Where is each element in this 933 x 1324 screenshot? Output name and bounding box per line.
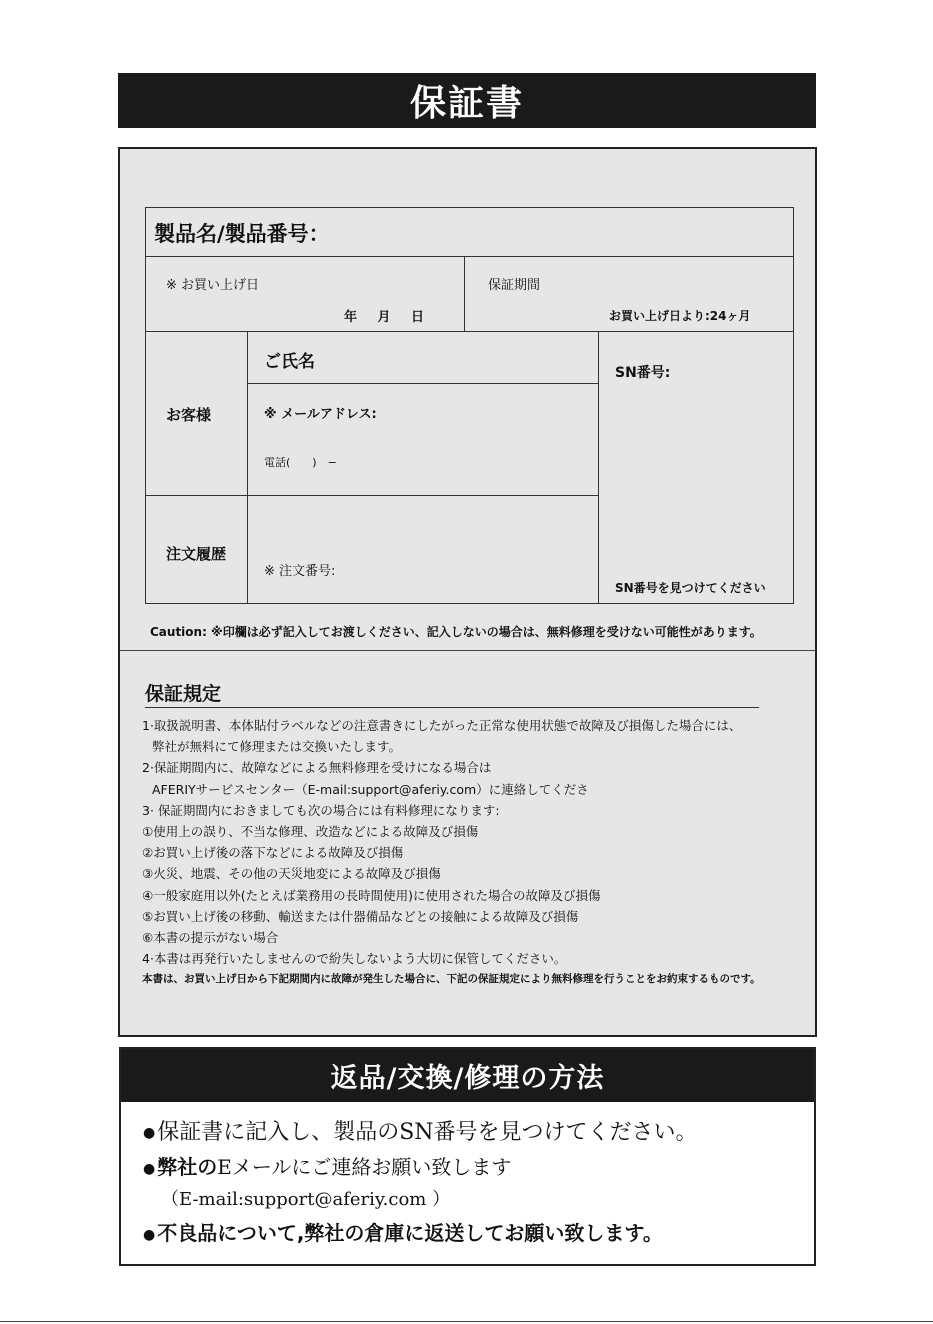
order-history-label: 注文履歴 — [166, 545, 227, 563]
bullet-icon: ● — [143, 1125, 156, 1141]
return-step-2 — [143, 1151, 511, 1180]
product-name-label: 製品名/製品番号： — [154, 222, 330, 246]
return-step-1-text: 保証書に記入し、製品のSN番号を見つけてください。 — [157, 1120, 698, 1145]
rule-item: 3· 保証期間内におきましても次の場合には有料修理になります: — [142, 802, 500, 818]
warranty-rules-title: 保証規定 — [145, 683, 222, 705]
customer-label: お客様 — [166, 406, 212, 424]
rules-title-underline — [145, 707, 759, 708]
support-email: （E-mail:support@aferiy.com ） — [161, 1189, 451, 1210]
return-step-3 — [143, 1217, 663, 1246]
divider-line — [247, 331, 248, 604]
section-divider — [120, 650, 815, 651]
rule-item: ④一般家庭用以外(たとえば業務用の長時間使用)に使用された場合の故障及び損傷 — [142, 887, 601, 903]
return-step-1 — [143, 1115, 698, 1146]
return-step-3-text: 不良品について,弊社の倉庫に返送してお願い致します。 — [157, 1221, 663, 1245]
order-number-label: ※ 注文番号: — [264, 564, 336, 579]
rule-item: ⑥本書の提示がない場合 — [142, 930, 279, 946]
sn-find-hint: SN番号を見つけてください — [615, 581, 766, 595]
rule-item: 4·本書は再発行いたしませんので紛失しないよう大切に保管してください。 — [142, 951, 567, 967]
warranty-panel — [118, 147, 817, 1037]
rule-item: ②お買い上げ後の落下などによる故障及び損傷 — [142, 845, 404, 861]
warranty-rules-list — [142, 715, 802, 991]
phone-field-label: 電話( ) − — [264, 456, 337, 469]
divider-line — [146, 331, 793, 332]
page-title: 保証書 — [118, 73, 816, 128]
name-field-label: ご氏名 — [264, 352, 315, 372]
caution-note: Caution: ※印欄は必ず記入してお渡しください、記入しないの場合は、無料修理を受けない可能性があります。 — [150, 625, 762, 639]
divider-line — [598, 331, 599, 604]
divider-line — [146, 495, 598, 496]
rule-item: ①使用上の誤り、不当な修理、改造などによる故障及び損傷 — [142, 824, 479, 840]
sn-number-label: SN番号: — [615, 365, 671, 381]
rule-item: 弊社が無料にて修理または交換いたします。 — [152, 739, 402, 755]
return-method-section — [119, 1047, 816, 1266]
divider-line — [146, 256, 793, 257]
rule-item: 2·保証期間内に、故障などによる無料修理を受けになる場合は — [142, 760, 492, 776]
page-bottom-rule — [0, 1321, 933, 1322]
divider-line — [247, 383, 598, 384]
return-step-2-text: Eメールにご連絡お願い致します — [217, 1155, 512, 1179]
rule-item: ⑤お買い上げ後の移動、輸送または什器備品などとの接触による故障及び損傷 — [142, 908, 579, 924]
bullet-icon: ● — [143, 1160, 156, 1177]
rule-item: AFERIYサービスセンター（E-mail:support@aferiy.com）に連絡してくださ — [152, 781, 589, 797]
rule-item: 1·取扱説明書、本体貼付ラベルなどの注意書きにしたがった正常な使用状態で故障及び損傷した場合には、 — [142, 718, 742, 733]
warranty-promise-statement: 本書は、お買い上げ日から下記期間内に故障が発生した場合に、下記の保証規定により無料修理を行うことをお約束するものです。 — [142, 973, 761, 986]
return-step-2-bold: 弊社の — [157, 1155, 218, 1179]
date-units: 年 月 日 — [344, 310, 425, 325]
warranty-period-label: 保証期間 — [488, 278, 541, 293]
return-method-title: 返品/交換/修理の方法 — [121, 1049, 814, 1102]
email-field-label: ※ メールアドレス: — [264, 407, 377, 422]
divider-line — [464, 256, 465, 331]
warranty-period-value: お買い上げ日より:24ヶ月 — [609, 309, 751, 323]
bullet-icon: ● — [143, 1226, 156, 1243]
warranty-form — [145, 207, 794, 604]
rule-item: ③火災、地震、その他の天災地変による故障及び損傷 — [142, 866, 441, 882]
purchase-date-label: ※ お買い上げ日 — [166, 278, 260, 293]
